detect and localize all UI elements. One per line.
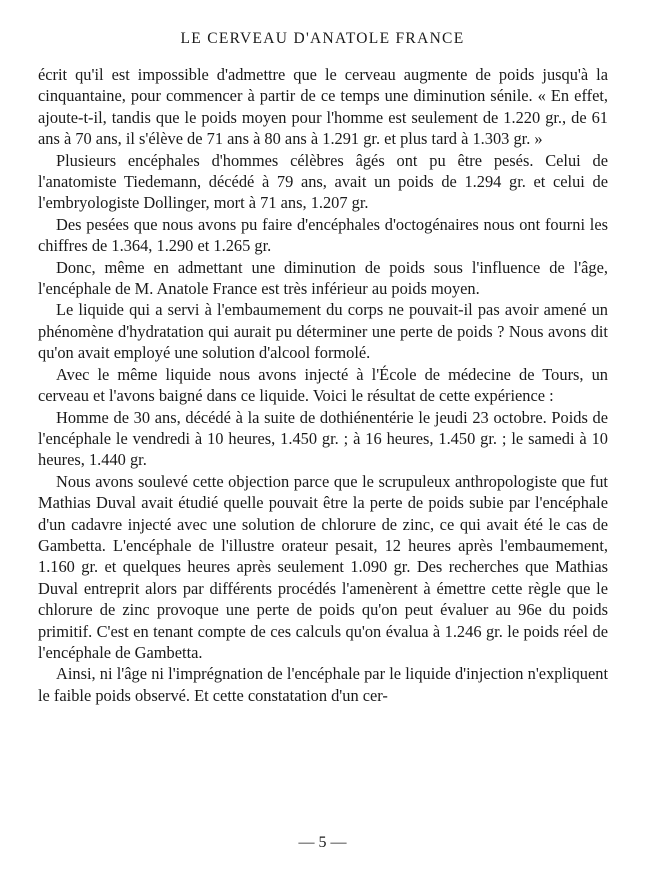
paragraph: Nous avons soulevé cette objection parce que le scrupuleux anthropologiste que fut Mathias Duval avait étudié quelle pouvait être la perte de poids subie par l'encéphale d'un cadavre injecté avec une solution de chlorure de zinc, ce qui avait été le cas de Gambetta. L'encéphale de l'illustre orateur pesait, 12 heures après l'embaumement, 1.160 gr. et quelques heures après seulement 1.090 gr. Des recherches que Mathias Duval entreprit alors par différents procédés l'amenèrent à émettre cette règle que le chlorure de zinc provoque une perte de poids qu'on peut évaluer au 96e du poids primitif. C'est en tenant compte de ces calculs qu'on évalua à 1.246 gr. le poids réel de l'encéphale de Gambetta. (38, 471, 608, 662)
body-text (38, 64, 608, 706)
paragraph: Plusieurs encéphales d'hommes célèbres âgés ont pu être pesés. Celui de l'anatomiste Tiedemann, décédé à 79 ans, avait un poids de 1.294 gr. et celui de l'embryologiste Dollinger, mort à 71 ans, 1.207 gr. (38, 150, 608, 213)
paragraph: Le liquide qui a servi à l'embaumement du corps ne pouvait-il pas avoir amené un phénomène d'hydratation qui aurait pu déterminer une perte de poids ? Nous avons dit qu'on avait employé une solution d'alcool formolé. (38, 300, 608, 363)
paragraph: Avec le même liquide nous avons injecté à l'École de médecine de Tours, un cerveau et l'avons baigné dans ce liquide. Voici le résultat de cette expérience : (38, 364, 608, 406)
paragraph-continued: écrit qu'il est impossible d'admettre que le cerveau augmente de poids jusqu'à la cinquantaine, pour commencer à partir de ce temps une diminution sénile. « En effet, ajoute-t-il, tandis que le poids moyen pour l'homme est seulement de 1.220 gr., de 61 ans à 70 ans, il s'élève de 71 ans à 80 ans à 1.291 gr. et plus tard à 1.303 gr. » (38, 65, 608, 149)
paragraph: Homme de 30 ans, décédé à la suite de dothiénentérie le jeudi 23 octobre. Poids de l'encéphale le vendredi à 10 heures, 1.450 gr. ; à 16 heures, 1.450 gr. ; le samedi à 10 heures, 1.440 gr. (38, 407, 608, 470)
paragraph: Ainsi, ni l'âge ni l'imprégnation de l'encéphale par le liquide d'injection n'expliquent le faible poids observé. Et cette constatation d'un cer- (38, 664, 608, 705)
paragraph: Des pesées que nous avons pu faire d'encéphales d'octogénaires nous ont fourni les chiffres de 1.364, 1.290 et 1.265 gr. (38, 214, 608, 256)
page-number: — 5 — (298, 834, 347, 851)
running-head: LE CERVEAU D'ANATOLE FRANCE (180, 30, 465, 47)
paragraph: Donc, même en admettant une diminution de poids sous l'influence de l'âge, l'encéphale de M. Anatole France est très inférieur au poids moyen. (38, 257, 608, 299)
